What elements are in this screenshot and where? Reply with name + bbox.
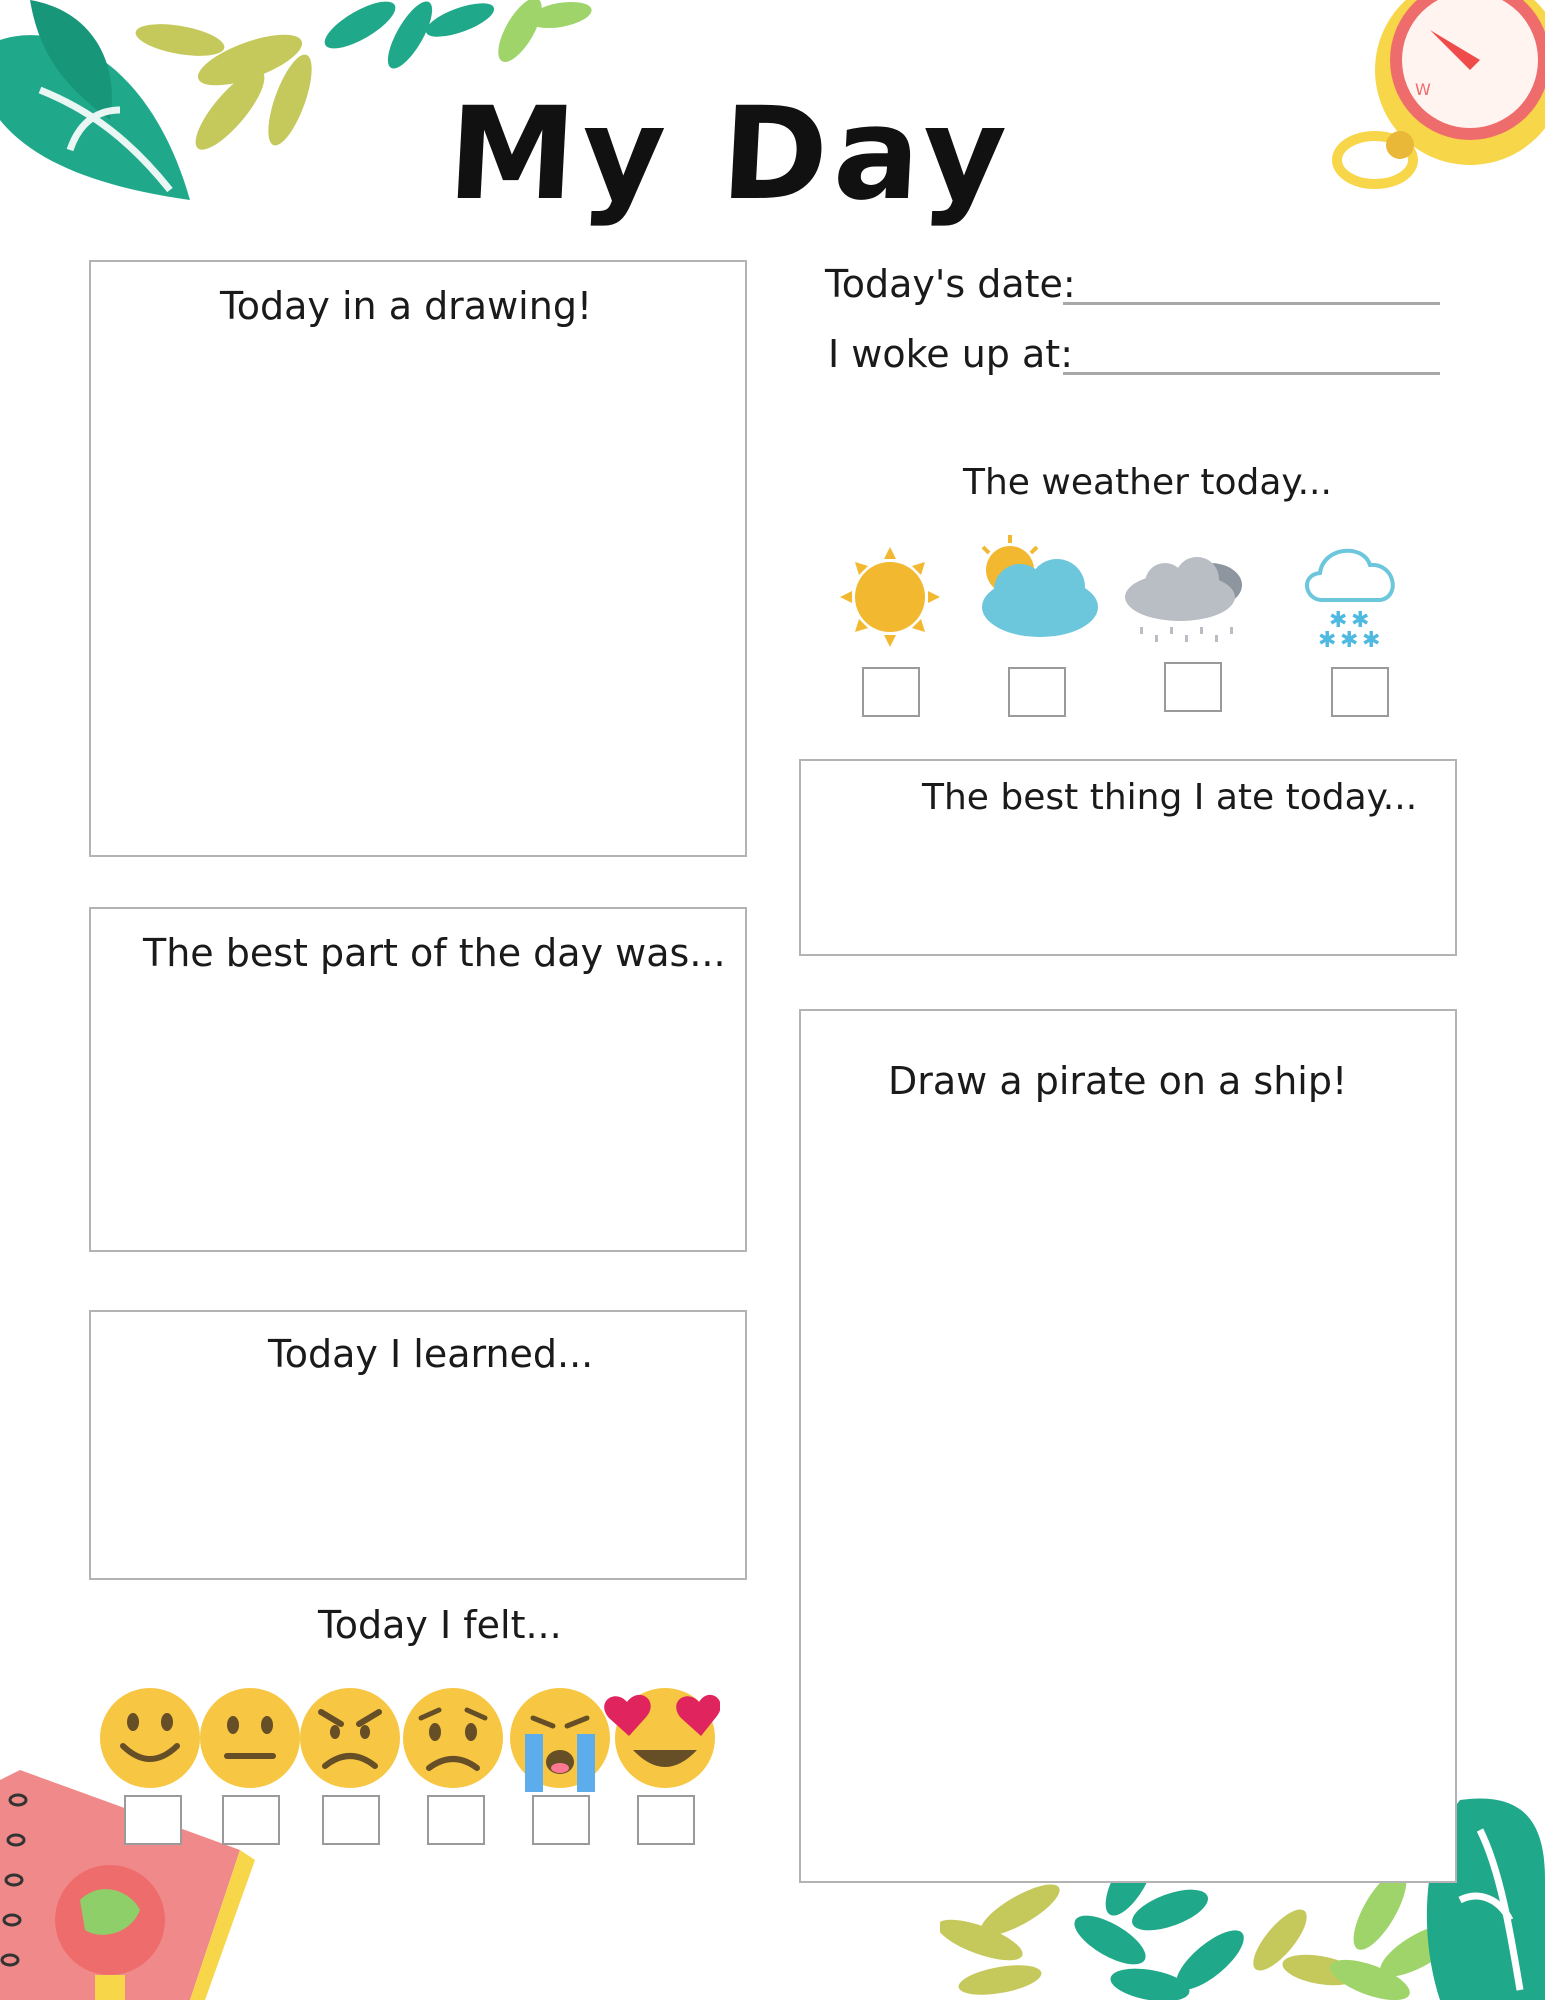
svg-text:✱: ✱ [1329, 608, 1348, 633]
feeling-checkbox-angry[interactable] [322, 1795, 380, 1845]
happy-emoji-icon [100, 1688, 200, 1788]
feeling-checkbox-in-love[interactable] [637, 1795, 695, 1845]
pirate-drawing-box-label: Draw a pirate on a ship! [888, 1059, 1348, 1103]
learned-box-label: Today I learned... [268, 1332, 594, 1376]
svg-text:✱: ✱ [1351, 608, 1370, 633]
feeling-checkbox-worried[interactable] [427, 1795, 485, 1845]
best-part-box-label: The best part of the day was... [143, 931, 726, 975]
feeling-checkbox-neutral[interactable] [222, 1795, 280, 1845]
partly-cloudy-icon [982, 535, 1098, 637]
snow-cloud-icon [1307, 551, 1393, 650]
pirate-drawing-box[interactable] [799, 1009, 1457, 1883]
weather-checkbox-snowy[interactable] [1331, 667, 1389, 717]
feeling-checkbox-crying[interactable] [532, 1795, 590, 1845]
date-label: Today's date: [825, 262, 1076, 306]
crying-emoji-icon [510, 1688, 610, 1792]
wake-time-label: I woke up at: [828, 332, 1073, 376]
heart-eyes-emoji-icon [604, 1688, 720, 1788]
weather-icons [835, 535, 1415, 650]
svg-text:W: W [1415, 80, 1431, 99]
rain-cloud-icon [1125, 557, 1242, 642]
neutral-emoji-icon [200, 1688, 300, 1788]
drawing-box-label: Today in a drawing! [220, 284, 593, 328]
sun-icon [840, 547, 940, 647]
best-part-box[interactable] [89, 907, 747, 1252]
feeling-checkbox-happy[interactable] [124, 1795, 182, 1845]
date-input-line[interactable] [1063, 302, 1440, 305]
learned-box[interactable] [89, 1310, 747, 1580]
page-title: My Day [444, 80, 1016, 229]
feelings-emojis [95, 1680, 720, 1792]
angry-emoji-icon [300, 1688, 400, 1788]
svg-text:✱: ✱ [1318, 628, 1337, 650]
feelings-label: Today I felt... [318, 1603, 562, 1647]
drawing-box[interactable] [89, 260, 747, 857]
svg-text:✱: ✱ [1340, 628, 1359, 650]
weather-checkbox-partly-cloudy[interactable] [1008, 667, 1066, 717]
weather-checkbox-sunny[interactable] [862, 667, 920, 717]
best-food-box[interactable] [799, 759, 1457, 956]
worried-emoji-icon [403, 1688, 503, 1788]
svg-text:✱: ✱ [1362, 628, 1381, 650]
weather-checkbox-rainy[interactable] [1164, 662, 1222, 712]
weather-label: The weather today... [963, 462, 1332, 503]
wake-time-input-line[interactable] [1063, 372, 1440, 375]
best-food-box-label: The best thing I ate today... [922, 777, 1418, 818]
